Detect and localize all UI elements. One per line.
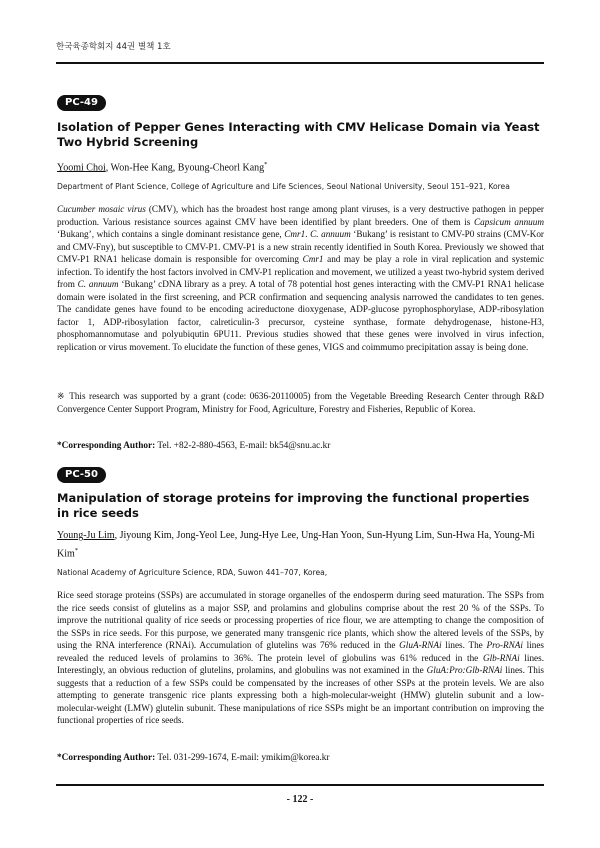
corresponding-mark: * [264,161,268,168]
author-list [57,157,545,175]
corresponding-label: *Corresponding Author: [57,753,156,763]
corresponding-contact: Tel. +82-2-880-4563, E-mail: bk54@snu.ac.kr [155,441,331,451]
journal-header: 한국육종학회지 44권 별책 1호 [56,42,171,52]
page-number: - 122 - [286,794,314,805]
abstract-code-badge: PC-50 [57,467,106,483]
corresponding-mark: * [74,547,79,554]
co-authors: , Jiyoung Kim, Jong-Yeol Lee, Jung-Hye Lee, Ung-Han Yoon, Sun-Hyung Lim, Sun-Hwa Ha, Young-Mi Kim [57,530,535,560]
author-list [57,528,545,561]
header-rule [56,62,544,64]
presenting-author: Young-Ju Lim [57,530,115,541]
abstract-body: Rice seed storage proteins (SSPs) are accumulated in storage organelles of the endosperm during seed maturation. The SSPs from the rice seeds consist of glutelins as a major SSP, and prolamins and globulins comprise about the rest 20 % of the SSPs. To improve the nutritional quality of rice seeds or processing properties of rice flour, we are attempting to change the composition of the SSPs in rice seeds. For this purpose, we generated many transgenic rice plants, which show the altered levels of the SSPs, by using the RNA interference (RNAi). Accumulation of glutelins was 76% reduced in the GluA-RNAi lines. The Pro-RNAi lines revealed the reduced levels of prolamins to 36%. The protein level of globulins was 61% reduced in the Glb-RNAi lines. Interestingly, an obvious reduction of glutelins, prolamins, and globulins was not examined in the GluA:Pro:Glb-RNAi lines. This suggests that a reduction of a few SSPs could be compensated by the increases of other SSPs at the protein levels. We are also attempting to generate transgenic rice plants expressing both a high-molecular-weight (HMW) glutelin subunit and a low-molecular-weight (LMW) glutelin subunit. These manipulations of rice SSPs might be an important contribution on improving the functional properties of rice seeds. [57,590,545,725]
abstract-body: Cucumber mosaic virus (CMV), which has the broadest host range among plant viruses, is a very destructive pathogen in pepper production. Various resistance sources against CMV have been identified by plant breeders. One of them is Capsicum annuum ‘Bukang’, which contains a single dominant resistance gene, Cmr1. C. annuum ‘Bukang’ is resistant to CMV-P0 strains (CMV-Kor and CMV-Fny), but susceptible to CMV-P1. CMV-P1 is a new strain recently identified in South Korea. Previously we showed that CMV-P1 RNA1 helicase domain is responsible for overcoming Cmr1 and may be play a role in viral replication and systemic infection. To identify the host factors involved in CMV-P1 replication and movement, we utilized a yeast two-hybrid system derived from C. annuum ‘Bukang’ cDNA library as a prey. A total of 78 potential host genes interacting with the CMV-P1 RNA1 helicase domain were isolated in the first screening, and PCR confirmation and sequencing analysis narrowed the candidates to ten genes. The candidate genes have found to be encoding acireductone dioxygenase, ADP-glucose pyrophosphorylase, ADP-ribosylation factor 1, ADP-ribosylation factor, calreticulin-3 precursor, cysteine synthase, formate dehydrogenase, histone-H3, phosphomannomutase and polyubiqutin 6PU11. Previous studies showed that these genes were involved in virus infection, replication or virus movement. To elucidate the function of these genes, VIGS and coimmumo precipitation assay is being done. [57,204,545,352]
footer-rule [56,784,544,786]
presenting-author: Yoomi Choi [57,162,106,174]
affiliation: National Academy of Agriculture Science, RDA, Suwon 441–707, Korea, [57,568,328,577]
corresponding-contact: Tel. 031-299-1674, E-mail: ymikim@korea.kr [155,753,330,763]
abstract-title: Isolation of Pepper Genes Interacting with CMV Helicase Domain via Yeast Two Hybrid Screening [57,120,540,149]
corresponding-author [57,752,544,764]
corresponding-label: *Corresponding Author: [57,441,156,451]
abstract-code-badge: PC-49 [57,95,106,111]
abstract-title: Manipulation of storage proteins for improving the functional properties in rice seeds [57,491,530,520]
corresponding-author [57,440,544,452]
funding-note: ※ This research was supported by a grant (code: 0636-20110005) from the Vegetable Breeding Research Center through R&D Convergence Center Support Program, Ministry for Food, Agriculture, Forestry and Fisheries, Republic of Korea. [57,391,544,414]
co-authors: , Won-Hee Kang, Byoung-Cheorl Kang [105,162,265,174]
affiliation: Department of Plant Science, College of Agriculture and Life Sciences, Seoul National University, Seoul 151–921, Korea [57,182,510,191]
